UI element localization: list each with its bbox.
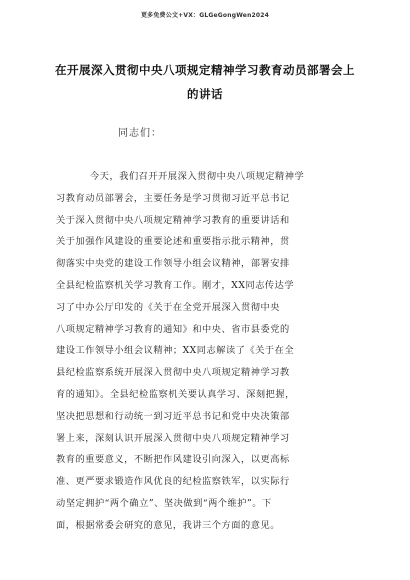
salutation: 同志们： [118, 128, 162, 139]
body-line: 习了中办公厅印发的《关于在全党开展深入贯彻中央 [56, 301, 280, 313]
body-line: 动坚定拥护“两个确立”、坚决做到“两个维护”。下 [56, 497, 272, 509]
body-line: 八项规定精神学习教育的通知》和中央、省市县委党的 [56, 323, 290, 335]
body-line: 坚决把思想和行动统一到习近平总书记和党中央决策部 [56, 410, 290, 422]
document-title [30, 58, 380, 106]
body-paragraph [56, 166, 356, 537]
body-line: 准、更严要求锻造作风优良的纪检监察铁军，以实际行 [56, 476, 290, 488]
body-line: 面，根据常委会研究的意见，我讲三个方面的意见。 [56, 519, 280, 531]
body-line: 教育的重要意义，不断把作风建设引向深入，以更高标 [56, 454, 290, 466]
body-line: 县纪检监察系统开展深入贯彻中央八项规定精神学习教 [56, 367, 290, 379]
body-line: 关于深入贯彻中央八项规定精神学习教育的重要讲话和 [56, 214, 290, 226]
body-line: 习教育动员部署会，主要任务是学习贯彻习近平总书记 [56, 192, 290, 204]
body-line: 彻落实中央党的建设工作领导小组会议精神，部署安排 [56, 258, 290, 270]
header-note: 更多免费公文+VX：GLGeGongWen2024 [140, 12, 270, 19]
body-line: 全县纪检监察机关学习教育工作。刚才，XX同志传达学 [56, 279, 295, 291]
body-line: 育的通知》。全县纪检监察机关要认真学习、深刻把握， [56, 388, 295, 400]
body-line: 署上来，深刻认识开展深入贯彻中央八项规定精神学习 [56, 432, 290, 444]
title-line-1: 在开展深入贯彻中央八项规定精神学习教育动员部署会上 [55, 63, 355, 77]
body-line: 关于加强作风建设的重要论述和重要指示批示精神，贯 [56, 236, 290, 248]
body-line: 建设工作领导小组会议精神；XX同志解读了《关于在全 [56, 345, 295, 357]
title-line-2: 的讲话 [187, 87, 223, 101]
body-line: 今天，我们召开开展深入贯彻中央八项规定精神学 [90, 171, 305, 182]
